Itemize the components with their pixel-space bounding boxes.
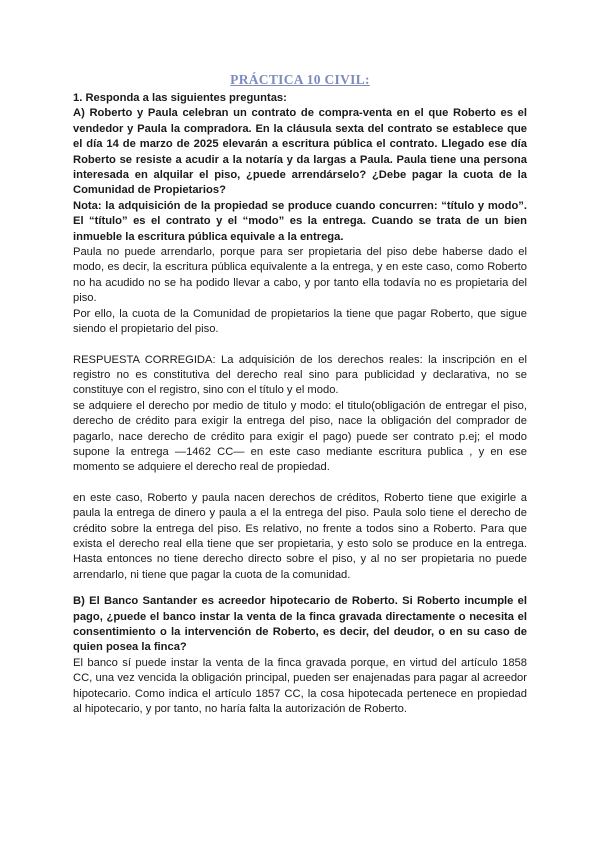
spacer	[73, 338, 527, 353]
section-intro: 1. Responda a las siguientes preguntas:	[73, 92, 287, 104]
answer-b: El banco sí puede instar la venta de la finca gravada porque, en virtud del artículo 1858 CC, una vez vencida la obligación principal, pueden ser enajenadas para pagar al acreedor hipotecario. Como indica el artículo 1857 CC, la cosa hipotecada pertenece en propiedad al hipotecario, y por tanto, no haría falta la autorización de Roberto.	[73, 656, 527, 716]
page-title: PRÁCTICA 10 CIVIL:	[230, 72, 370, 87]
question-a-note: Nota: la adquisición de la propiedad se produce cuando concurren: “título y modo”. El “título” es el contrato y el “modo” es la entrega. Cuando se trata de un bien inmueble la escritura pública equivale a la entrega.	[73, 199, 527, 243]
corrected-answer-paragraph-2: se adquiere el derecho por medio de titulo y modo: el titulo(obligación de entregar el piso, derecho de crédito para exigir la entrega del piso, nace la obligación del comprador de pagarlo, nace derecho de crédito para exigir el pago) puede ser contrato p.ej; el modo supone la entrega —1462 CC— en este caso mediante escritura publica , y en ese momento se adquiere el derecho real de propiedad.	[73, 399, 527, 474]
question-b: B) El Banco Santander es acreedor hipotecario de Roberto. Si Roberto incumple el pago, ¿puede el banco instar la venta de la finca gravada directamente o necesita el consentimiento o la intervención de Roberto, es decir, del deudor, o en su caso de quien posea la finca?	[73, 595, 527, 654]
answer-a-paragraph-2: Por ello, la cuota de la Comunidad de propietarios la tiene que pagar Roberto, que sigue siendo el propietario del piso.	[73, 307, 527, 336]
corrected-answer-paragraph-1: RESPUESTA CORREGIDA: La adquisición de los derechos reales: la inscripción en el registro no es constitutiva del derecho real sino para publicidad y declarativa, no se constituye con el registro, sino con el título y el modo.	[73, 353, 527, 397]
spacer	[73, 476, 527, 491]
spacer	[73, 583, 527, 594]
answer-a-paragraph-1: Paula no puede arrendarlo, porque para ser propietaria del piso debe haberse dado el modo, es decir, la escritura pública equivalente a la entrega, y en este caso, como Roberto no ha acudido no se ha podido llevar a cabo, y por tanto ella todavía no es propietaria del piso.	[73, 246, 527, 305]
corrected-answer-paragraph-3: en este caso, Roberto y paula nacen derechos de créditos, Roberto tiene que exigirle a paula la entrega de dinero y paula a el la entrega del piso. Paula solo tiene el derecho de crédito sobre la entrega del piso. Es relativo, no frente a todos sino a Roberto. Para que exista el derecho real ella tiene que ser propietaria, y esto solo se produce en la entrega. Hasta entonces no tiene derecho directo sobre el piso, y al no ser propietaria no puede arrendarlo, ni tiene que pagar la cuota de la comunidad.	[73, 491, 527, 581]
document-body	[73, 91, 527, 717]
question-a: A) Roberto y Paula celebran un contrato de compra-venta en el que Roberto es el vendedor y Paula la compradora. En la cláusula sexta del contrato se establece que el día 14 de marzo de 2025 elevarán a escritura pública el contrato. Llegado ese día Roberto se resiste a acudir a la notaría y da largas a Paula. Paula tiene una persona interesada en alquilar el piso, ¿puede arrendárselo? ¿Debe pagar la cuota de la Comunidad de Propietarios?	[73, 107, 527, 197]
